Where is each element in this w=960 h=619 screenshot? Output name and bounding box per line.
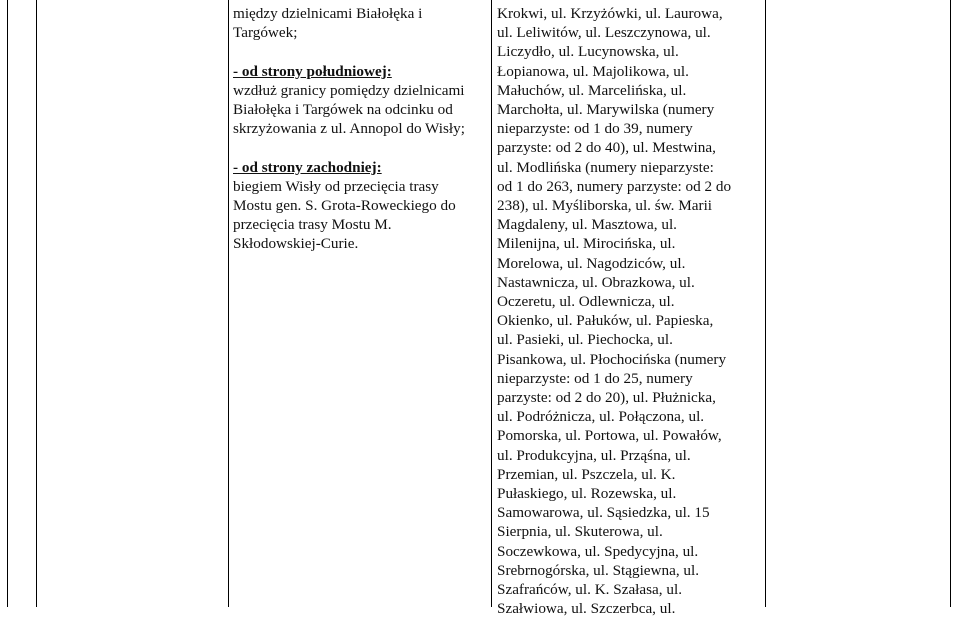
boundary-description-cell [233, 0, 489, 254]
street-list-line: Szafrańców, ul. K. Szałasa, ul. [497, 581, 683, 599]
street-list-line: Milenijna, ul. Mirocińska, ul. [497, 235, 676, 253]
street-list-line: Pisankowa, ul. Płochocińska (numery [497, 350, 727, 368]
street-list-line: od 1 do 263, numery parzyste: od 2 do [497, 177, 732, 195]
street-list-line: Pomorska, ul. Portowa, ul. Powałów, [497, 427, 722, 445]
street-list-line: Liczydło, ul. Lucynowska, ul. [497, 43, 679, 61]
west-heading: - od strony zachodniej: [233, 158, 382, 176]
west-line: przecięcia trasy Mostu M. [233, 216, 392, 234]
street-list-line: Okienko, ul. Pałuków, ul. Papieska, [497, 312, 714, 330]
street-list-line: Łopianowa, ul. Majolikowa, ul. [497, 62, 689, 80]
street-list-line: 238), ul. Myśliborska, ul. św. Marii [497, 197, 713, 215]
street-list-line: Soczewkowa, ul. Spedycyjna, ul. [497, 542, 699, 560]
street-list-line: Nastawnicza, ul. Obrazkowa, ul. [497, 273, 695, 291]
street-list-line: ul. Leliwitów, ul. Leszczynowa, ul. [497, 24, 711, 42]
street-list-line: Srebrnogórska, ul. Stągiewna, ul. [497, 561, 700, 579]
table-border-col-3 [765, 0, 766, 607]
street-list-line: Pułaskiego, ul. Rozewska, ul. [497, 485, 677, 503]
intro-line: Targówek; [233, 24, 298, 42]
table-border-col-1 [228, 0, 229, 607]
street-list-line: ul. Produkcyjna, ul. Prząśna, ul. [497, 446, 691, 464]
south-line: skrzyżowania z ul. Annopol do Wisły; [233, 120, 465, 138]
south-heading: - od strony południowej: [233, 62, 392, 80]
table-border-col-2 [491, 0, 492, 607]
street-list-line: ul. Modlińska (numery nieparzyste: [497, 158, 714, 176]
street-list-line: Krokwi, ul. Krzyżówki, ul. Laurowa, [497, 5, 723, 22]
table-border-left-inner [36, 0, 37, 607]
street-list-line: Przemian, ul. Pszczela, ul. K. [497, 465, 676, 483]
street-list-line: Szałwiowa, ul. Szczerbca, ul. [497, 600, 676, 618]
table-border-left-outer [7, 0, 8, 607]
street-list-line: nieparzyste: od 1 do 39, numery [497, 120, 693, 138]
street-list-line: Morelowa, ul. Nagodziców, ul. [497, 254, 686, 272]
street-list-line: Samowarowa, ul. Sąsiedzka, ul. 15 [497, 504, 710, 522]
street-list-line: Magdaleny, ul. Masztowa, ul. [497, 216, 677, 234]
street-list-line: Oczeretu, ul. Odlewnicza, ul. [497, 293, 675, 311]
street-list-line: Marchołta, ul. Marywilska (numery [497, 101, 715, 119]
street-list-line: parzyste: od 2 do 20), ul. Płużnicka, [497, 389, 716, 407]
street-list-line: nieparzyste: od 1 do 25, numery [497, 369, 693, 387]
street-list-cell [497, 0, 759, 619]
street-list-line: ul. Podróżnicza, ul. Połączona, ul. [497, 408, 705, 426]
intro-line: między dzielnicami Białołęka i [233, 5, 423, 22]
south-line: wzdłuż granicy pomiędzy dzielnicami [233, 81, 465, 99]
south-line: Białołęka i Targówek na odcinku od [233, 101, 453, 118]
west-line: Mostu gen. S. Grota-Roweckiego do [233, 197, 456, 214]
street-list-line: ul. Pasieki, ul. Piechocka, ul. [497, 331, 673, 349]
west-line: biegiem Wisły od przecięcia trasy [233, 177, 439, 195]
street-list-line: Małuchów, ul. Marcelińska, ul. [497, 81, 687, 99]
street-list-line: parzyste: od 2 do 40), ul. Mestwina, [497, 139, 716, 157]
west-line: Skłodowskiej-Curie. [233, 235, 359, 253]
table-border-right [950, 0, 951, 607]
street-list-line: Sierpnia, ul. Skuterowa, ul. [497, 523, 663, 541]
